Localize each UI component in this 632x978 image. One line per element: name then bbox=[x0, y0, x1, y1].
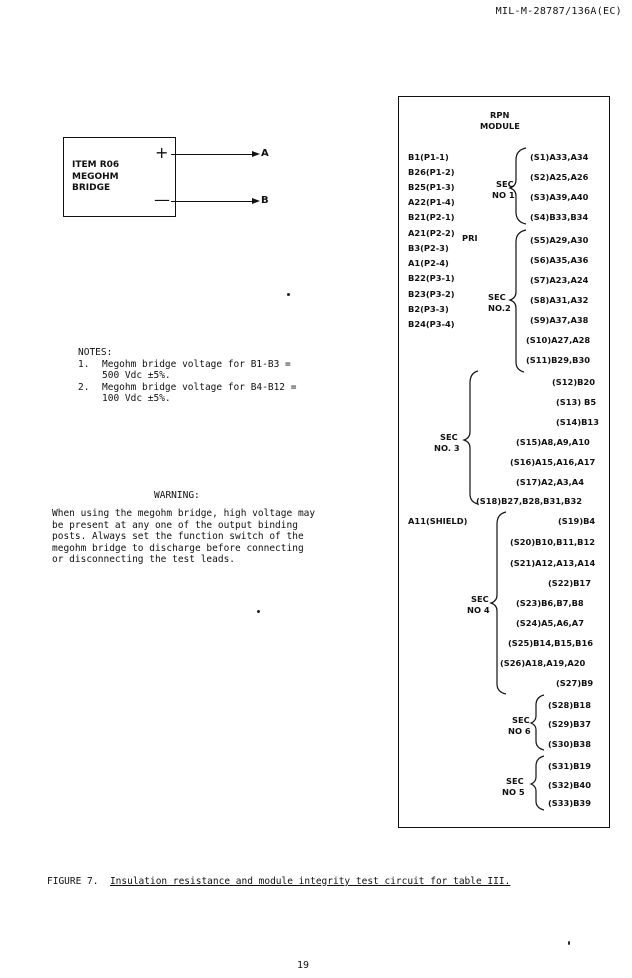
scan-speck bbox=[568, 941, 570, 945]
sec-item: (S16)A15,A16,A17 bbox=[510, 457, 596, 467]
note-text: Megohm bridge voltage for B4-B12 = bbox=[102, 381, 297, 393]
sec-5-number: NO 5 bbox=[502, 787, 525, 797]
brace-sec-1 bbox=[510, 148, 526, 224]
bridge-label-line-1: ITEM R06 bbox=[72, 160, 120, 170]
sec-item: (S3)A39,A40 bbox=[530, 192, 589, 202]
sec-6-number: NO 6 bbox=[508, 726, 531, 736]
sec-item: (S2)A25,A26 bbox=[530, 172, 589, 182]
sec-item: (S4)B33,B34 bbox=[530, 212, 589, 222]
warning-line: posts. Always set the function switch of the bbox=[52, 531, 304, 542]
notes-title: NOTES: bbox=[78, 347, 113, 358]
document-id: MIL-M-28787/136A(EC) bbox=[495, 6, 622, 17]
pin-label: A21(P2-2) bbox=[408, 228, 455, 238]
sec-item: (S17)A2,A3,A4 bbox=[516, 477, 584, 487]
terminal-b-label: B bbox=[261, 195, 269, 206]
figure-caption-text: Insulation resistance and module integrity test circuit for table III. bbox=[109, 876, 511, 887]
figure-caption bbox=[47, 876, 510, 887]
warning-title: WARNING: bbox=[154, 490, 200, 501]
scan-speck bbox=[257, 610, 260, 613]
sec-item: (S13) B5 bbox=[556, 397, 597, 407]
sec-item: (S8)A31,A32 bbox=[530, 295, 589, 305]
plus-terminal-symbol: + bbox=[155, 143, 169, 162]
sec-2-label: SEC bbox=[488, 292, 506, 302]
sec-3-label: SEC bbox=[440, 432, 458, 442]
sec-item: (S7)A23,A24 bbox=[530, 275, 589, 285]
sec-item: (S28)B18 bbox=[548, 700, 591, 710]
sec-item: (S21)A12,A13,A14 bbox=[510, 558, 596, 568]
module-title-rpn: RPN bbox=[490, 110, 510, 120]
note-text: 500 Vdc ±5%. bbox=[102, 370, 171, 381]
sec-1-label: SEC bbox=[496, 179, 514, 189]
sec-item: (S20)B10,B11,B12 bbox=[510, 537, 596, 547]
sec-item: (S18)B27,B28,B31,B32 bbox=[476, 496, 583, 506]
sec-item: (S11)B29,B30 bbox=[526, 355, 590, 365]
warning-line: be present at any one of the output binding bbox=[52, 519, 298, 531]
sec-item: (S6)A35,A36 bbox=[530, 255, 589, 265]
sec-4-label: SEC bbox=[471, 594, 489, 604]
sec-6-label: SEC bbox=[512, 715, 530, 725]
sec-item: (S33)B39 bbox=[548, 798, 591, 808]
pin-label: B3(P2-3) bbox=[408, 243, 449, 253]
pin-label: B23(P3-2) bbox=[408, 289, 455, 299]
note-number: 2. bbox=[78, 381, 90, 393]
pin-label: B2(P3-3) bbox=[408, 304, 449, 314]
module-title-module: MODULE bbox=[480, 121, 520, 131]
brace-sec-5 bbox=[531, 756, 544, 810]
sec-item: (S30)B38 bbox=[548, 739, 591, 749]
sec-item: (S10)A27,A28 bbox=[526, 335, 591, 345]
pin-label: B21(P2-1) bbox=[408, 212, 455, 222]
shield-pin-label: A11(SHIELD) bbox=[408, 516, 468, 526]
pri-label: PRI bbox=[462, 233, 478, 243]
pin-label: B1(P1-1) bbox=[408, 152, 449, 162]
pin-label: B22(P3-1) bbox=[408, 273, 455, 283]
minus-terminal-symbol: — bbox=[154, 190, 170, 209]
sec-item: (S14)B13 bbox=[556, 417, 599, 427]
warning-line: When using the megohm bridge, high voltage may bbox=[52, 508, 316, 519]
sec-item: (S32)B40 bbox=[548, 780, 591, 790]
sec-item: (S5)A29,A30 bbox=[530, 235, 589, 245]
pin-label: B24(P3-4) bbox=[408, 319, 455, 329]
figure-caption-prefix: FIGURE 7. bbox=[47, 876, 99, 887]
note-text: Megohm bridge voltage for B1-B3 = bbox=[102, 358, 291, 370]
sec-item: (S24)A5,A6,A7 bbox=[516, 618, 584, 628]
sec-item: (S19)B4 bbox=[558, 516, 596, 526]
brace-sec-2 bbox=[510, 230, 526, 372]
sec-item: (S25)B14,B15,B16 bbox=[508, 638, 594, 648]
page-number: 19 bbox=[297, 960, 310, 971]
sec-item: (S23)B6,B7,B8 bbox=[516, 598, 584, 608]
brace-sec-3 bbox=[464, 371, 478, 504]
sec-4-number: NO 4 bbox=[467, 605, 490, 615]
sec-item: (S29)B37 bbox=[548, 719, 591, 729]
brace-sec-4 bbox=[491, 512, 506, 694]
note-text: 100 Vdc ±5%. bbox=[102, 393, 171, 404]
sec-item: (S15)A8,A9,A10 bbox=[516, 437, 590, 447]
terminal-a-label: A bbox=[261, 148, 269, 159]
sec-5-label: SEC bbox=[506, 776, 524, 786]
sec-item: (S22)B17 bbox=[548, 578, 591, 588]
sec-3-number: NO. 3 bbox=[434, 443, 460, 453]
pin-label: A1(P2-4) bbox=[408, 258, 449, 268]
sec-item: (S1)A33,A34 bbox=[530, 152, 589, 162]
bridge-label-line-2: MEGOHM bbox=[72, 172, 119, 182]
warning-line: megohm bridge to discharge before connecting bbox=[52, 542, 304, 554]
brace-sec-6 bbox=[531, 695, 544, 750]
sec-item: (S12)B20 bbox=[552, 377, 595, 387]
note-number: 1. bbox=[78, 358, 90, 370]
bridge-label-line-3: BRIDGE bbox=[72, 183, 111, 193]
sec-item: (S26)A18,A19,A20 bbox=[500, 658, 586, 668]
warning-line: or disconnecting the test leads. bbox=[52, 554, 236, 565]
sec-item: (S31)B19 bbox=[548, 761, 591, 771]
sec-1-number: NO 1 bbox=[492, 190, 515, 200]
sec-item: (S9)A37,A38 bbox=[530, 315, 589, 325]
sec-2-number: NO.2 bbox=[488, 303, 511, 313]
pin-label: B26(P1-2) bbox=[408, 167, 455, 177]
sec-item: (S27)B9 bbox=[556, 678, 594, 688]
pin-label: B25(P1-3) bbox=[408, 182, 455, 192]
scan-speck bbox=[287, 293, 290, 296]
pin-label: A22(P1-4) bbox=[408, 197, 455, 207]
